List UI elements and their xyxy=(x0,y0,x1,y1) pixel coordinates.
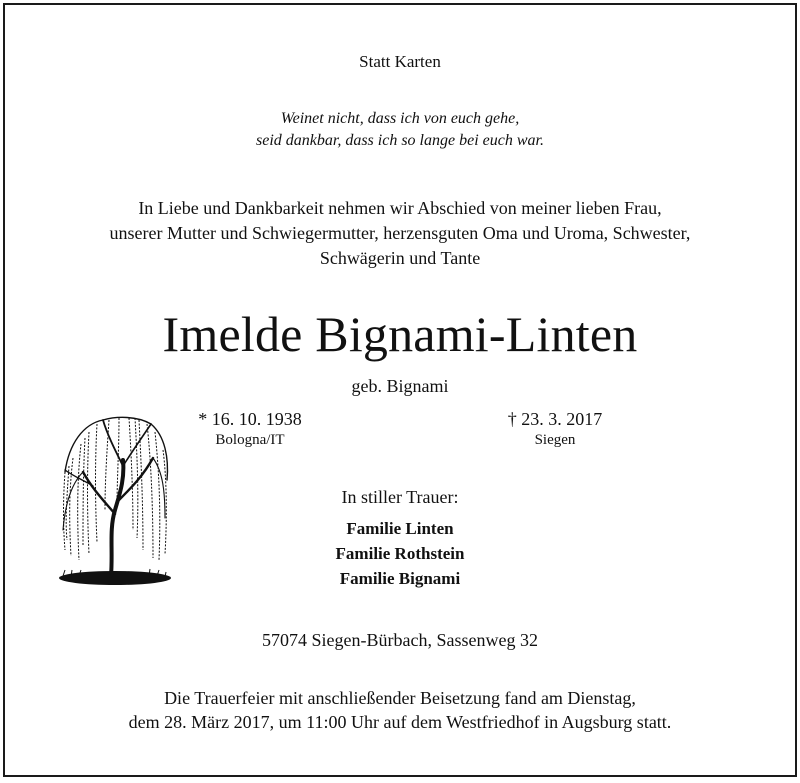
intro-line-1: In Liebe und Dankbarkeit nehmen wir Abschied von meiner lieben Frau, xyxy=(138,198,662,218)
obituary-notice xyxy=(3,3,797,777)
family-name: Familie Bignami xyxy=(339,569,461,588)
death-info xyxy=(460,408,650,450)
intro-line-2: unserer Mutter und Schwiegermutter, herzensguten Oma und Uroma, Schwester, xyxy=(109,223,691,243)
ceremony-line-2: dem 28. März 2017, um 11:00 Uhr auf dem Westfriedhof in Augsburg statt. xyxy=(128,712,672,732)
death-place: Siegen xyxy=(534,432,576,448)
death-date: † 23. 3. 2017 xyxy=(507,409,603,429)
ceremony-line-1: Die Trauerfeier mit anschließender Beisetzung fand am Dienstag, xyxy=(164,688,636,708)
intro-line-3: Schwägerin und Tante xyxy=(319,248,481,268)
deceased-name: Imelde Bignami-Linten xyxy=(162,306,638,362)
family-name: Familie Linten xyxy=(346,519,454,538)
birth-date: * 16. 10. 1938 xyxy=(198,409,302,429)
maiden-name: geb. Bignami xyxy=(351,376,449,396)
birth-info xyxy=(155,408,345,450)
address: 57074 Siegen-Bürbach, Sassenweg 32 xyxy=(262,630,538,650)
family-name: Familie Rothstein xyxy=(335,544,465,563)
birth-place: Bologna/IT xyxy=(215,432,285,448)
mourning-line: In stiller Trauer: xyxy=(341,487,459,507)
quote-line-1: Weinet nicht, dass ich von euch gehe, xyxy=(280,110,520,127)
quote-line-2: seid dankbar, dass ich so lange bei euch war. xyxy=(256,132,544,149)
heading: Statt Karten xyxy=(359,52,441,71)
